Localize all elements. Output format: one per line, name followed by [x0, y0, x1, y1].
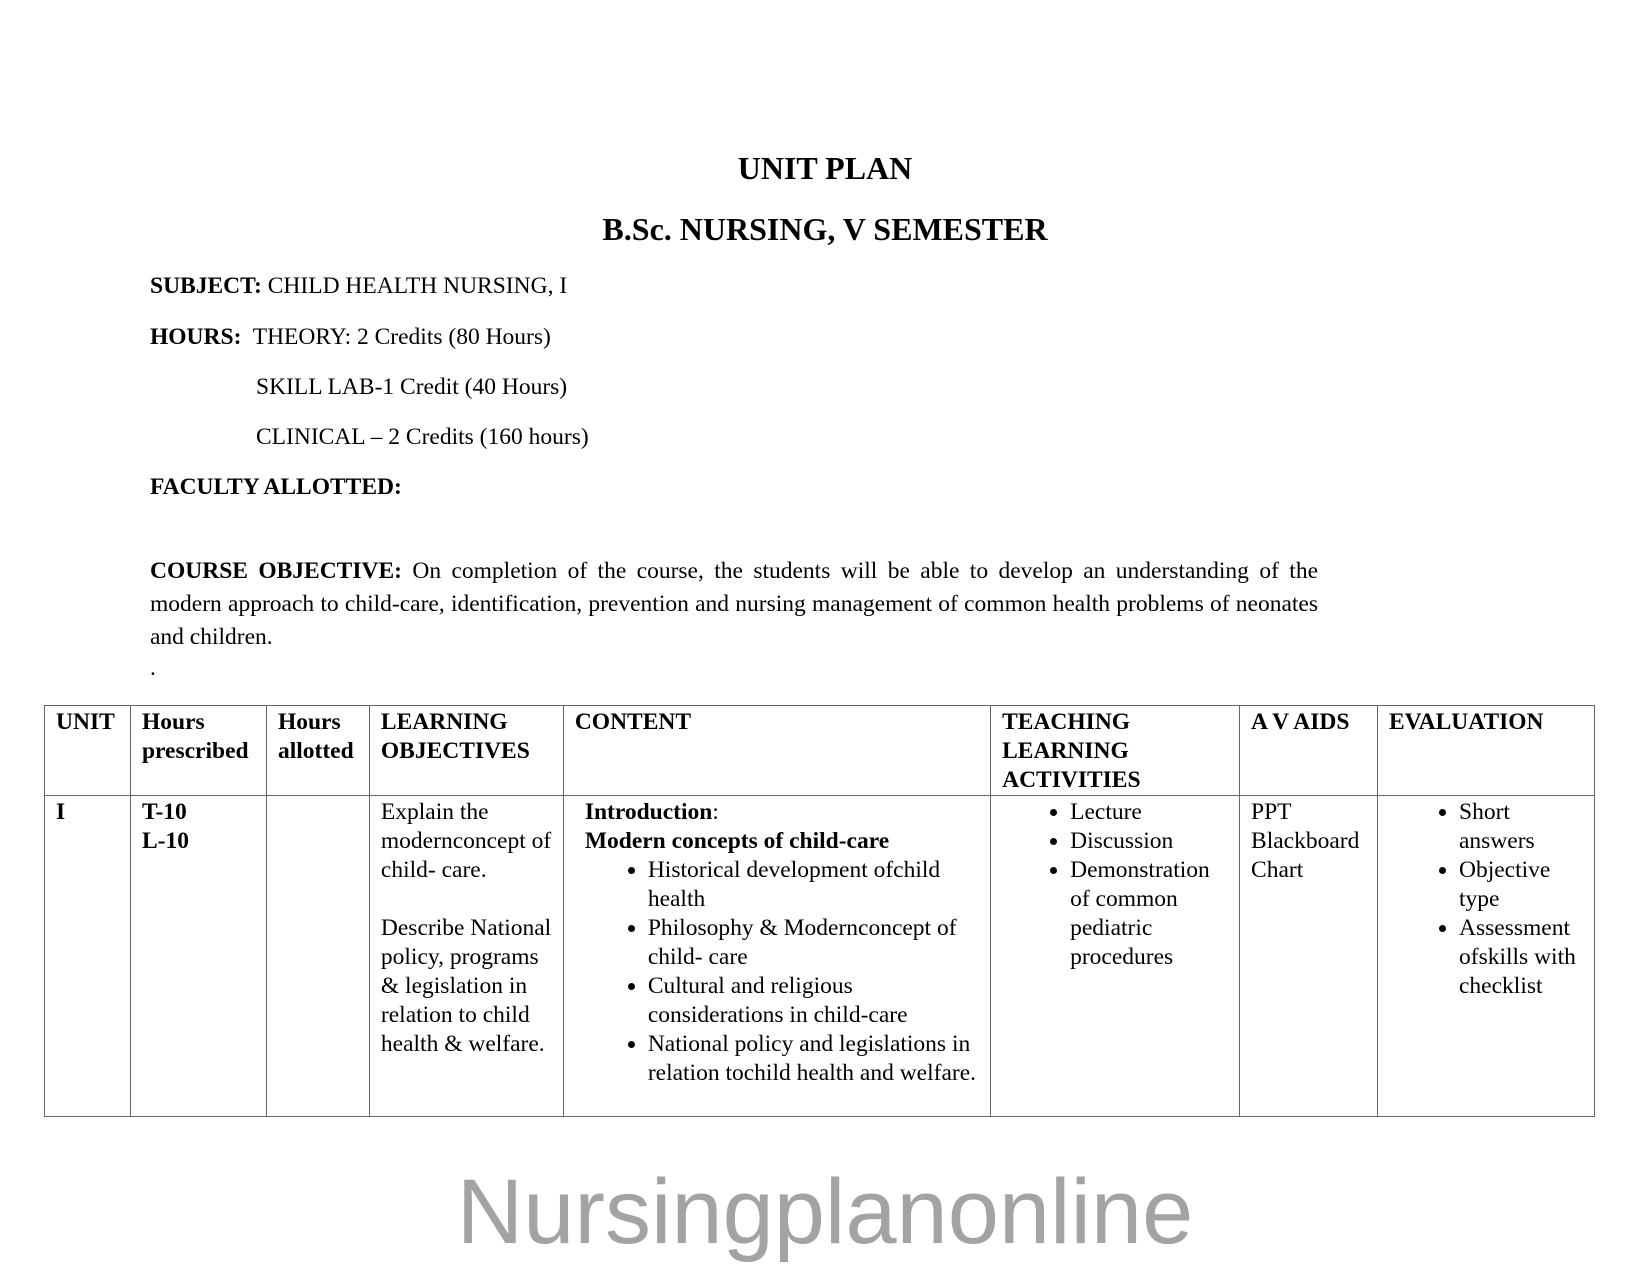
table-header-row: [45, 706, 1595, 796]
av-aid-item: Blackboard: [1251, 828, 1360, 854]
cell-unit: [45, 796, 131, 1117]
av-aid-item: PPT: [1251, 799, 1292, 825]
header-unit: UNIT: [45, 706, 131, 796]
activities-list: [992, 798, 1229, 972]
header-evaluation: EVALUATION: [1378, 706, 1595, 796]
document-title: UNIT PLAN: [737, 150, 913, 186]
list-item: • Philosophy & Modernconcept of child- care: [648, 914, 980, 972]
header-hours-allotted: Hours allotted: [266, 706, 369, 796]
hours-clinical: CLINICAL – 2 Credits (160 hours): [256, 424, 589, 450]
list-item: • Assessment ofskills with checklist: [1459, 914, 1584, 1001]
hours-theory-value: T-10: [141, 799, 187, 825]
course-objective-label: COURSE OBJECTIVE:: [150, 558, 402, 584]
content-intro: [585, 798, 980, 827]
watermark: Nursingplanonline: [456, 1161, 1194, 1263]
list-item: • Short answers: [1459, 798, 1584, 856]
document-subtitle: B.Sc. NURSING, V SEMESTER: [602, 211, 1048, 247]
hours-label: HOURS:: [150, 324, 242, 350]
av-aid-item: Chart: [1251, 857, 1304, 883]
content-intro-colon: :: [712, 799, 719, 825]
cell-hours-allotted: [266, 796, 369, 1117]
unit-value: I: [56, 799, 66, 825]
header-learning-objectives: LEARNING OBJECTIVES: [369, 706, 563, 796]
stray-dot: .: [150, 655, 156, 681]
cell-evaluation: [1378, 796, 1595, 1117]
cell-av-aids: [1240, 796, 1378, 1117]
list-item: • National policy and legislations in relation tochild health and welfare.: [648, 1030, 980, 1088]
list-item: • Historical development ofchild health: [648, 856, 980, 914]
course-objective: [150, 555, 1318, 654]
list-item: • Demonstration of common pediatric procedures: [1070, 856, 1229, 972]
unit-plan-table: [44, 705, 1595, 1117]
table-row: [45, 796, 1595, 1117]
list-item: • Discussion: [1070, 827, 1229, 856]
evaluation-list: [1385, 798, 1584, 1001]
subject-line: [150, 273, 567, 300]
cell-content: [563, 796, 990, 1117]
content-list: [585, 856, 980, 1088]
objective-item: Describe National policy, programs & legislation in relation to child health & welfare.: [380, 915, 552, 1057]
header-hours-prescribed: Hours prescribed: [130, 706, 266, 796]
header-teaching-activities: TEACHING LEARNING ACTIVITIES: [991, 706, 1240, 796]
content-intro-label: Introduction: [584, 799, 713, 825]
faculty-label: FACULTY ALLOTTED:: [150, 474, 402, 500]
cell-objectives: [369, 796, 563, 1117]
list-item: • Lecture: [1070, 798, 1229, 827]
cell-activities: [991, 796, 1240, 1117]
content-heading: Modern concepts of child-care: [584, 828, 890, 854]
cell-hours-prescribed: [130, 796, 266, 1117]
list-item: • Objective type: [1459, 856, 1584, 914]
hours-theory: THEORY: 2 Credits (80 Hours): [252, 324, 551, 350]
subject-value: CHILD HEALTH NURSING, I: [267, 273, 568, 299]
hours-skill-lab: SKILL LAB-1 Credit (40 Hours): [256, 374, 568, 400]
hours-lab-value: L-10: [141, 828, 189, 854]
header-content: CONTENT: [563, 706, 990, 796]
header-av-aids: A V AIDS: [1240, 706, 1378, 796]
course-objective-text: On completion of the course, the students will be able to develop an understanding of the modern approach to child-care, identification, prevention and nursing management of common health problems of neonates and children.: [150, 558, 1318, 650]
objective-item: Explain the modernconcept of child- care.: [380, 799, 552, 883]
hours-line: [150, 324, 551, 351]
list-item: • Cultural and religious considerations in child-care: [648, 972, 980, 1030]
subject-label: SUBJECT:: [150, 273, 262, 299]
faculty-line: [150, 474, 402, 501]
